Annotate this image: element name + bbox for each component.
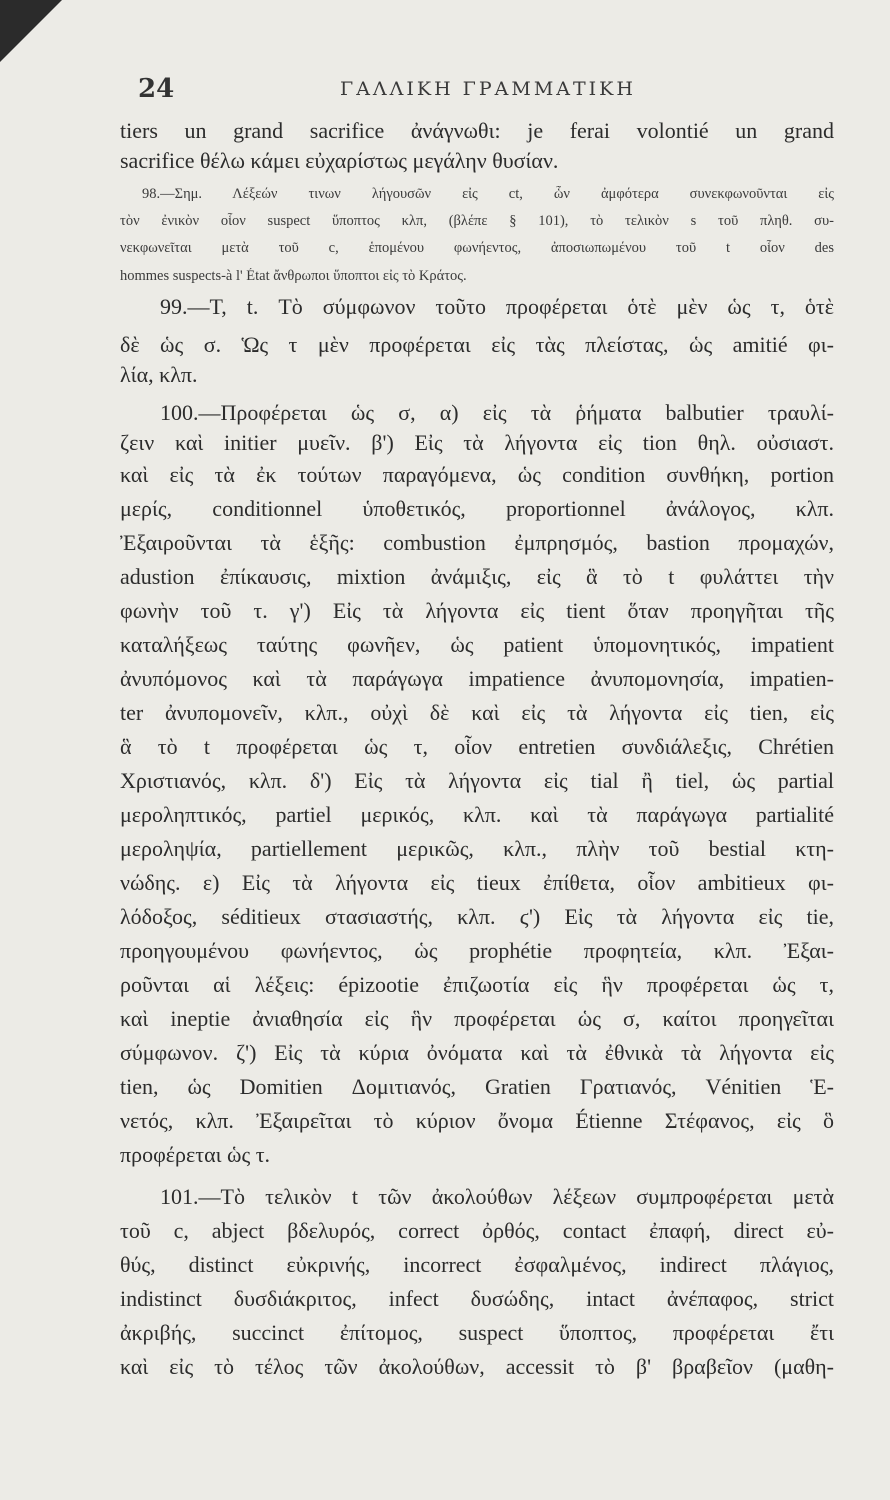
text-line: ἃ τὸ t προφέρεται ὡς τ, οἷον entretien συνδιάλεξις, Chrétien bbox=[120, 734, 834, 759]
text-line: tien, ὡς Domitien Δομιτιανός, Gratien Γρατιανός, Vénitien Ἑ- bbox=[120, 1074, 834, 1099]
text-line: λόδοξος, séditieux στασιαστής, κλπ. ϛ') Εἰς τὰ λήγοντα εἰς tie, bbox=[120, 904, 834, 929]
text-line: indistinct δυσδιάκριτος, infect δυσώδης, intact ἀνέπαφος, strict bbox=[120, 1286, 834, 1311]
text-line: σύμφωνον. ζ') Εἰς τὰ κύρια ὀνόματα καὶ τὰ ἐθνικὰ τὰ λήγοντα εἰς bbox=[120, 1040, 834, 1065]
text-line: καὶ εἰς τὰ ἐκ τούτων παραγόμενα, ὡς condition συνθήκη, portion bbox=[120, 462, 834, 487]
note-line: hommes suspects-à l' État ἄνθρωποι ὕποπτοι εἰς τὸ Κράτος. bbox=[120, 268, 467, 284]
page-corner-shadow bbox=[0, 0, 62, 62]
text-line: καὶ ineptie ἀνιαθησία εἰς ἣν προφέρεται ὡς σ, καίτοι προηγεῖται bbox=[120, 1006, 834, 1031]
text-line: λία, κλπ. bbox=[120, 362, 198, 387]
note-line: νεκφωνεῖται μετὰ τοῦ c, ἑπομένου φωνήεντος, ἀποσιωπωμένου τοῦ t οἷον des bbox=[120, 240, 834, 256]
text-line: ἀνυπόμονος καὶ τὰ παράγωγα impatience ἀνυπομονησία, impatien- bbox=[120, 666, 834, 691]
text-line: ter ἀνυπομονεῖν, κλπ., οὐχὶ δὲ καὶ εἰς τὰ λήγοντα εἰς tien, εἰς bbox=[120, 700, 834, 725]
text-line: tiers un grand sacrifice ἀνάγνωθι: je ferai volontié un grand bbox=[120, 118, 834, 143]
text-line: θύς, distinct εὐκρινής, incorrect ἐσφαλμένος, indirect πλάγιος, bbox=[120, 1252, 834, 1277]
page-number: 24 bbox=[138, 74, 175, 104]
text-line: Ἐξαιροῦνται τὰ ἑξῆς: combustion ἐμπρησμός, bastion προμαχών, bbox=[120, 530, 834, 555]
text-line: μερίς, conditionnel ὑποθετικός, proportionnel ἀνάλογος, κλπ. bbox=[120, 496, 834, 521]
text-line: ροῦνται αἱ λέξεις: épizootie ἐπιζωοτία εἰς ἣν προφέρεται ὡς τ, bbox=[120, 972, 834, 997]
text-line: sacrifice θέλω κάμει εὐχαρίστως μεγάλην θυσίαν. bbox=[120, 148, 559, 173]
text-line: καὶ εἰς τὸ τέλος τῶν ἀκολούθων, accessit τὸ β' βραβεῖον (μαθη- bbox=[120, 1354, 834, 1379]
text-line: 99.—T, t. Τὸ σύμφωνον τοῦτο προφέρεται ὁτὲ μὲν ὡς τ, ὁτὲ bbox=[160, 294, 834, 319]
note-line: 98.—Σημ. Λέξεών τινων λήγουσῶν εἰς ct, ὧν ἀμφότερα συνεκφωνοῦνται εἰς bbox=[142, 186, 834, 202]
note-line: τὸν ἐνικὸν οἷον suspect ὕποπτος κλπ, (βλέπε § 101), τὸ τελικὸν s τοῦ πληθ. συ- bbox=[120, 213, 834, 229]
text-line: καταλήξεως ταύτης φωνῆεν, ὡς patient ὑπομονητικός, impatient bbox=[120, 632, 834, 657]
text-line: 101.—Τὸ τελικὸν t τῶν ἀκολούθων λέξεων συμπροφέρεται μετὰ bbox=[160, 1184, 834, 1209]
text-line: ἀκριβής, succinct ἐπίτομος, suspect ὕποπτος, προφέρεται ἔτι bbox=[120, 1320, 834, 1345]
running-header bbox=[138, 74, 838, 110]
text-line: προηγουμένου φωνήεντος, ὡς prophétie προφητεία, κλπ. Ἐξαι- bbox=[120, 938, 834, 963]
text-line: adustion ἐπίκαυσις, mixtion ἀνάμιξις, εἰς ἃ τὸ t φυλάττει τὴν bbox=[120, 564, 834, 589]
text-line: νετός, κλπ. Ἐξαιρεῖται τὸ κύριον ὄνομα Étienne Στέφανος, εἰς ὃ bbox=[120, 1108, 834, 1133]
text-line: φωνὴν τοῦ τ. γ') Εἰς τὰ λήγοντα εἰς tient ὅταν προηγῆται τῆς bbox=[120, 598, 834, 623]
text-line: Χριστιανός, κλπ. δ') Εἰς τὰ λήγοντα εἰς tial ἢ tiel, ὡς partial bbox=[120, 768, 834, 793]
text-line: μεροληπτικός, partiel μερικός, κλπ. καὶ τὰ παράγωγα partialité bbox=[120, 802, 834, 827]
text-line: τοῦ c, abject βδελυρός, correct ὀρθός, contact ἐπαφή, direct εὐ- bbox=[120, 1218, 834, 1243]
text-line: νώδης. ε) Εἰς τὰ λήγοντα εἰς tieux ἐπίθετα, οἷον ambitieux φι- bbox=[120, 870, 834, 895]
text-line: 100.—Προφέρεται ὡς σ, α) εἰς τὰ ῥήματα balbutier τραυλί- bbox=[160, 400, 834, 425]
text-line: δὲ ὡς σ. Ὡς τ μὲν προφέρεται εἰς τὰς πλείστας, ὡς amitié φι- bbox=[120, 332, 834, 357]
running-title: ΓΑΛΛΙΚΗ ΓΡΑΜΜΑΤΙΚΗ bbox=[340, 78, 636, 100]
text-line: ζειν καὶ initier μυεῖν. β') Εἰς τὰ λήγοντα εἰς tion θηλ. οὐσιαστ. bbox=[120, 430, 834, 455]
text-line: μεροληψία, partiellement μερικῶς, κλπ., πλὴν τοῦ bestial κτη- bbox=[120, 836, 834, 861]
text-line: προφέρεται ὡς τ. bbox=[120, 1142, 271, 1167]
